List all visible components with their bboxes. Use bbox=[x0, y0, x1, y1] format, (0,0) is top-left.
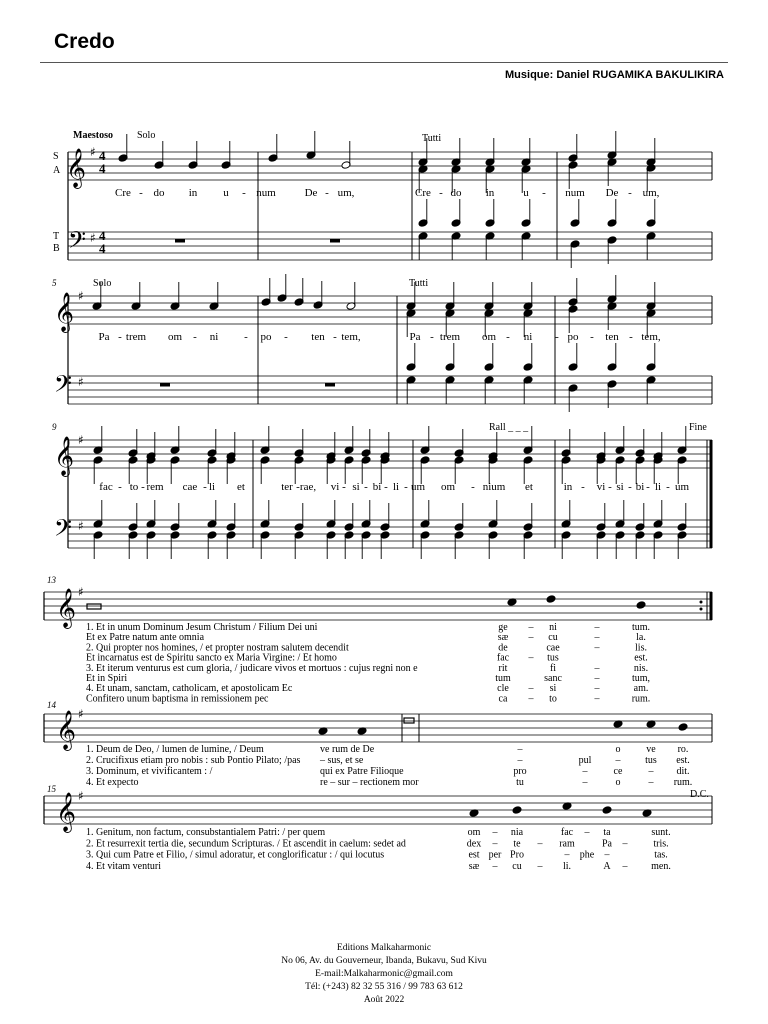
verse-sung-syllable: am. bbox=[633, 683, 649, 695]
lyric-syllable: - bbox=[284, 331, 288, 343]
time-sig-den-1: 4 bbox=[99, 161, 106, 176]
whole-rest bbox=[330, 239, 340, 243]
lyric-syllable: si bbox=[616, 481, 624, 493]
verse-sung-syllable: – bbox=[492, 838, 498, 850]
verse-sung-syllable: tus bbox=[547, 652, 559, 664]
verse-sung-syllable: dit. bbox=[676, 766, 690, 777]
whole-rest bbox=[160, 383, 170, 387]
dc-marking: D.C. bbox=[690, 789, 709, 800]
verse-line-text: 2. Qui propter nos homines, / et propter nostram salutem decendit bbox=[86, 642, 349, 654]
voice-label-s: S bbox=[53, 151, 59, 162]
verse-sung-syllable: lis. bbox=[635, 642, 647, 654]
lyric-syllable: um bbox=[674, 481, 690, 493]
treble-clef-icon: 𝄞 bbox=[54, 292, 75, 332]
sharp-icon: ♯ bbox=[78, 789, 84, 803]
verse-sung-syllable: li. bbox=[562, 860, 572, 872]
lyric-syllable: - bbox=[193, 331, 197, 343]
sharp-icon: ♯ bbox=[78, 433, 84, 447]
lyric-syllable: si bbox=[352, 481, 360, 493]
verse-sung-syllable: – bbox=[594, 662, 600, 674]
verse-line-middle: re – sur – rectionem mor bbox=[320, 777, 419, 788]
bass-clef-icon: 𝄢 bbox=[54, 514, 73, 547]
sharp-icon: ♯ bbox=[78, 707, 84, 721]
verse-sung-syllable: ce bbox=[613, 766, 623, 777]
lyric-syllable: - bbox=[430, 331, 434, 343]
lyric-syllable: Pa bbox=[409, 331, 421, 343]
verse-sung-syllable: te bbox=[513, 838, 521, 850]
verse-sung-syllable: est. bbox=[676, 755, 690, 766]
verse-sung-syllable: est. bbox=[634, 652, 648, 664]
lyric-syllable: trem bbox=[439, 331, 461, 343]
verse-sung-syllable: ta bbox=[603, 827, 611, 838]
verse-sung-syllable: rum. bbox=[631, 693, 651, 705]
solo-marking-2: Solo bbox=[93, 278, 112, 289]
lyric-syllable: - bbox=[296, 481, 300, 493]
verse-sung-syllable: ram bbox=[559, 838, 575, 850]
verse-sung-syllable: – bbox=[594, 673, 600, 684]
lyric-syllable: u bbox=[523, 187, 529, 199]
verse-sung-syllable: men. bbox=[651, 860, 671, 872]
voice-label-b: B bbox=[53, 243, 60, 254]
lyric-syllable: ten bbox=[605, 331, 619, 343]
verse-sung-syllable: – bbox=[564, 849, 570, 861]
note-head bbox=[602, 806, 612, 815]
verse-sung-syllable: – bbox=[537, 838, 543, 850]
note-head bbox=[546, 595, 556, 604]
verse-sung-syllable: tu bbox=[516, 777, 524, 788]
verse-sung-syllable: pul bbox=[578, 755, 592, 766]
treble-clef-icon: 𝄞 bbox=[66, 148, 87, 188]
lyric-syllable: cae bbox=[182, 481, 198, 493]
solo-marking: Solo bbox=[137, 130, 156, 141]
lyric-syllable: - bbox=[506, 331, 510, 343]
tempo-marking: Maestoso bbox=[73, 130, 113, 141]
lyrics-system-1 bbox=[115, 187, 660, 199]
lyric-syllable: do bbox=[450, 187, 462, 199]
verse-sung-syllable: phe bbox=[579, 849, 595, 861]
verse-sung-syllable: o bbox=[615, 777, 621, 788]
verse-sung-syllable: ni bbox=[549, 622, 557, 633]
lyric-syllable: u bbox=[223, 187, 229, 199]
time-sig-den-2: 4 bbox=[99, 241, 106, 256]
treble-clef-icon: 𝄞 bbox=[54, 436, 75, 476]
verse-sung-syllable: tum, bbox=[631, 673, 651, 684]
verse-sung-syllable: – bbox=[594, 622, 600, 633]
verse-sung-syllable: – bbox=[492, 827, 498, 838]
verse-sung-syllable: – bbox=[648, 777, 654, 788]
treble-clef-icon: 𝄞 bbox=[56, 588, 77, 628]
lyric-syllable: um, bbox=[642, 187, 660, 199]
lyric-syllable: do bbox=[153, 187, 165, 199]
lyric-syllable: - bbox=[325, 187, 329, 199]
verse-sung-syllable: de bbox=[498, 642, 508, 654]
verse-line-text: 3. Dominum, et vivificantem : / bbox=[86, 766, 213, 777]
verse-sung-syllable: rit bbox=[498, 662, 508, 674]
verse-sung-syllable: ca bbox=[498, 693, 508, 705]
lyrics-system-3 bbox=[99, 481, 689, 493]
verse-line-middle: qui ex Patre Filioque bbox=[320, 766, 404, 777]
measure-number-15: 15 bbox=[47, 784, 56, 794]
verse-line-text: 4. Et unam, sanctam, catholicam, et apostolicam Ec bbox=[86, 683, 293, 695]
verse-sung-syllable: ro. bbox=[677, 744, 689, 755]
verse-sung-syllable: la. bbox=[636, 632, 646, 644]
verse-sung-syllable: si bbox=[549, 683, 557, 695]
lyric-syllable: - bbox=[141, 481, 145, 493]
lyric-syllable: - bbox=[590, 331, 594, 343]
lyric-syllable: - bbox=[581, 481, 585, 493]
lyric-syllable: - bbox=[364, 481, 368, 493]
verse-line-text: Et in Spiri bbox=[86, 673, 128, 684]
verse-sung-syllable: Pa bbox=[602, 838, 612, 850]
verse-line-text: 2. Crucifixus etiam pro nobis : sub Pontio Pilato; /pas bbox=[86, 755, 301, 766]
lyric-syllable: De bbox=[605, 187, 619, 199]
lyric-syllable: - bbox=[628, 187, 632, 199]
lyric-syllable: - bbox=[471, 481, 475, 493]
sharp-icon: ♯ bbox=[78, 585, 84, 599]
lyric-syllable: vi bbox=[596, 481, 606, 493]
tutti-marking: Tutti bbox=[422, 133, 442, 144]
lyric-syllable: rem bbox=[146, 481, 164, 493]
publication-date: Août 2022 bbox=[363, 995, 405, 1005]
verse-sung-syllable: fi bbox=[549, 662, 557, 674]
lyric-syllable: - bbox=[555, 331, 559, 343]
tutti-marking-2: Tutti bbox=[409, 278, 429, 289]
publisher-name: Editions Malkaharmonic bbox=[336, 943, 432, 953]
note-head bbox=[636, 601, 646, 610]
sharp-icon: ♯ bbox=[78, 519, 84, 533]
lyric-syllable: ter bbox=[281, 481, 293, 493]
sharp-icon: ♯ bbox=[78, 375, 84, 389]
bass-clef-icon: 𝄢 bbox=[54, 370, 73, 403]
lyric-syllable: - bbox=[384, 481, 388, 493]
composer-credit: Musique: Daniel RUGAMIKA BAKULIKIRA bbox=[505, 69, 724, 81]
verse-sung-syllable: – bbox=[584, 827, 590, 838]
verse-sung-syllable: to bbox=[549, 693, 557, 705]
verse-sung-syllable: cae bbox=[546, 642, 560, 654]
lyric-syllable: bi bbox=[372, 481, 382, 493]
verse-sung-syllable: – bbox=[582, 777, 588, 788]
measure-number-9: 9 bbox=[52, 422, 57, 432]
verse-14-text bbox=[86, 744, 692, 788]
verse-sung-syllable: – bbox=[615, 755, 621, 766]
verse-sung-syllable: – bbox=[604, 849, 610, 861]
verse-sung-syllable: rum. bbox=[673, 777, 693, 788]
verse-sung-syllable: o bbox=[615, 744, 621, 755]
verse-line-text: 1. Et in unum Dominum Jesum Christum / Filium Dei uni bbox=[86, 622, 318, 633]
lyric-syllable: trem bbox=[125, 331, 147, 343]
lyric-syllable: rae, bbox=[299, 481, 317, 493]
bass-clef-icon: 𝄢 bbox=[68, 226, 87, 259]
lyric-syllable: De bbox=[304, 187, 318, 199]
verse-sung-syllable: sanc bbox=[544, 673, 562, 684]
verse-sung-syllable: tus bbox=[645, 755, 657, 766]
verse-sung-syllable: est bbox=[468, 849, 480, 861]
breve-note bbox=[87, 604, 101, 609]
lyric-syllable: Pa bbox=[98, 331, 110, 343]
lyric-syllable: - bbox=[646, 481, 650, 493]
verse-sung-syllable: nis. bbox=[633, 662, 649, 674]
time-sig-num-2: 4 bbox=[99, 228, 106, 243]
verse-sung-syllable: tum. bbox=[631, 622, 651, 633]
lyric-syllable: om bbox=[481, 331, 497, 343]
verse-sung-syllable: Pro bbox=[510, 849, 524, 861]
repeat-dot bbox=[700, 608, 703, 611]
lyrics-system-2 bbox=[99, 331, 661, 343]
verse-sung-syllable: – bbox=[594, 683, 600, 695]
verse-sung-syllable: A bbox=[603, 860, 611, 872]
lyric-syllable: li bbox=[208, 481, 216, 493]
verse-13-text bbox=[86, 622, 650, 704]
verse-line-middle: ve rum de De bbox=[320, 744, 375, 755]
verse-sung-syllable: – bbox=[517, 755, 523, 766]
lyric-syllable: ni bbox=[523, 331, 533, 343]
verse-sung-syllable: nia bbox=[510, 827, 524, 838]
verse-sung-syllable: – bbox=[594, 693, 600, 705]
verse-15-text bbox=[86, 827, 671, 872]
lyric-syllable: po bbox=[260, 331, 272, 343]
verse-line-middle: – sus, et se bbox=[320, 755, 364, 766]
lyric-syllable: - bbox=[242, 187, 246, 199]
lyric-syllable: tem, bbox=[641, 331, 661, 343]
lyric-syllable: - bbox=[342, 481, 346, 493]
measure-number-13: 13 bbox=[47, 575, 56, 585]
verse-sung-syllable: cu bbox=[548, 632, 558, 644]
repeat-dot bbox=[700, 601, 703, 604]
verse-sung-syllable: – bbox=[537, 860, 543, 872]
verse-sung-syllable: – bbox=[648, 766, 654, 777]
verse-sung-syllable: – bbox=[594, 632, 600, 644]
lyric-syllable: Cre bbox=[115, 187, 131, 199]
lyric-syllable: Cre bbox=[415, 187, 431, 199]
lyric-syllable: um bbox=[410, 481, 426, 493]
treble-clef-icon: 𝄞 bbox=[56, 710, 77, 750]
lyric-syllable: - bbox=[628, 481, 632, 493]
verse-line-text: 2. Et resurrexit tertia die, secundum Scripturas. / Et ascendit in caelum: sedet ad bbox=[86, 838, 406, 850]
verse-sung-syllable: ge bbox=[498, 622, 508, 633]
verse-sung-syllable: tris. bbox=[653, 838, 669, 850]
publisher-phone: Tél: (+243) 82 32 55 316 / 99 783 63 612 bbox=[305, 982, 463, 992]
lyric-syllable: - bbox=[439, 187, 443, 199]
lyric-syllable: - bbox=[608, 481, 612, 493]
verse-sung-syllable: – bbox=[622, 838, 628, 850]
verse-sung-syllable: – bbox=[528, 622, 534, 633]
verse-sung-syllable: – bbox=[517, 744, 523, 755]
verse-sung-syllable: tum bbox=[495, 673, 511, 684]
verse-sung-syllable: – bbox=[528, 693, 534, 705]
lyric-syllable: bi bbox=[635, 481, 645, 493]
sharp-icon: ♯ bbox=[78, 289, 84, 303]
verse-sung-syllable: dex bbox=[466, 838, 482, 850]
lyric-syllable: vi bbox=[330, 481, 340, 493]
lyric-syllable: om bbox=[167, 331, 183, 343]
measure-number-14: 14 bbox=[47, 700, 56, 710]
lyric-syllable: li bbox=[392, 481, 400, 493]
time-sig-num-1: 4 bbox=[99, 148, 106, 163]
publisher-footer bbox=[0, 942, 768, 1007]
lyric-syllable: om bbox=[440, 481, 456, 493]
verse-sung-syllable: cle bbox=[497, 683, 509, 695]
lyric-syllable: po bbox=[567, 331, 579, 343]
verse-sung-syllable: per bbox=[488, 849, 502, 861]
sharp-icon: ♯ bbox=[90, 231, 96, 245]
voice-label-t: T bbox=[53, 231, 60, 242]
verse-line-text: 4. Et vitam venturi bbox=[86, 860, 161, 872]
lyric-syllable: ni bbox=[209, 331, 219, 343]
verse-sung-syllable: ve bbox=[646, 744, 656, 755]
verse-sung-syllable: sunt. bbox=[651, 827, 671, 838]
lyric-syllable: to bbox=[129, 481, 139, 493]
treble-clef-icon: 𝄞 bbox=[56, 792, 77, 832]
lyric-syllable: li bbox=[654, 481, 662, 493]
verse-sung-syllable: – bbox=[582, 766, 588, 777]
verse-sung-syllable: – bbox=[622, 860, 628, 872]
verse-sung-syllable: pro bbox=[513, 766, 527, 777]
lyric-syllable: - bbox=[404, 481, 408, 493]
verse-sung-syllable: fac bbox=[560, 827, 574, 838]
verse-sung-syllable: – bbox=[594, 642, 600, 654]
verse-line-text: 3. Qui cum Patre et Filio, / simul adoratur, et conglorificatur : / qui locutus bbox=[86, 849, 385, 861]
breve-note bbox=[404, 718, 414, 723]
lyric-syllable: et bbox=[237, 481, 245, 493]
lyric-syllable: - bbox=[666, 481, 670, 493]
lyric-syllable: ten bbox=[311, 331, 325, 343]
verse-line-text: 1. Genitum, non factum, consubstantialem Patri: / per quem bbox=[86, 827, 326, 838]
lyric-syllable: - bbox=[244, 331, 248, 343]
lyric-syllable: nium bbox=[482, 481, 506, 493]
lyric-syllable: num bbox=[565, 187, 585, 199]
verse-sung-syllable: tas. bbox=[654, 849, 668, 861]
rall-marking: Rall _ _ _ bbox=[489, 422, 529, 433]
verse-line-text: Et ex Patre natum ante omnia bbox=[86, 632, 205, 644]
lyric-syllable: - bbox=[118, 481, 122, 493]
verse-sung-syllable: om bbox=[467, 827, 481, 838]
verse-sung-syllable: – bbox=[528, 632, 534, 644]
measure-number-5: 5 bbox=[52, 278, 57, 288]
verse-sung-syllable: – bbox=[528, 652, 534, 664]
note-head bbox=[678, 723, 688, 732]
verse-sung-syllable: cu bbox=[512, 860, 522, 872]
verse-line-text: 1. Deum de Deo, / lumen de lumine, / Deum bbox=[86, 744, 264, 755]
lyric-syllable: in bbox=[188, 187, 198, 199]
verse-line-text: Et incarnatus est de Spiritu sancto ex Maria Virgine: / Et homo bbox=[86, 652, 337, 664]
publisher-email: E-mail:Malkaharmonic@gmail.com bbox=[315, 969, 453, 979]
lyric-syllable: - bbox=[118, 331, 122, 343]
lyric-syllable: - bbox=[333, 331, 337, 343]
whole-rest bbox=[175, 239, 185, 243]
verse-sung-syllable: – bbox=[492, 860, 498, 872]
verse-sung-syllable: sæ bbox=[497, 632, 509, 644]
lyric-syllable: - bbox=[629, 331, 633, 343]
lyric-syllable: et bbox=[525, 481, 533, 493]
lyric-syllable: num bbox=[256, 187, 276, 199]
lyric-syllable: - bbox=[139, 187, 143, 199]
verse-sung-syllable: sæ bbox=[468, 860, 480, 872]
sharp-icon: ♯ bbox=[90, 145, 96, 159]
voice-label-a: A bbox=[53, 165, 61, 176]
verse-line-text: 3. Et iterum venturus est cum gloria, / judicare vivos et mortuos : cujus regni non e bbox=[86, 662, 418, 674]
fine-marking: Fine bbox=[689, 422, 707, 433]
lyric-syllable: - bbox=[203, 481, 207, 493]
lyric-syllable: um, bbox=[337, 187, 355, 199]
whole-rest bbox=[325, 383, 335, 387]
verse-line-text: Confitero unum baptisma in remissionem pec bbox=[86, 693, 269, 705]
verse-line-text: 4. Et expecto bbox=[86, 777, 139, 788]
lyric-syllable: in bbox=[485, 187, 495, 199]
lyric-syllable: - bbox=[542, 187, 546, 199]
verse-sung-syllable: fac bbox=[496, 652, 510, 664]
publisher-address: No 06, Av. du Gouverneur, Ibanda, Bukavu, Sud Kivu bbox=[281, 956, 487, 966]
page-title: Credo bbox=[54, 30, 115, 53]
lyric-syllable: fac bbox=[99, 481, 113, 493]
lyric-syllable: tem, bbox=[341, 331, 361, 343]
note-head bbox=[512, 806, 522, 815]
lyric-syllable: in bbox=[563, 481, 573, 493]
verse-sung-syllable: – bbox=[528, 683, 534, 695]
